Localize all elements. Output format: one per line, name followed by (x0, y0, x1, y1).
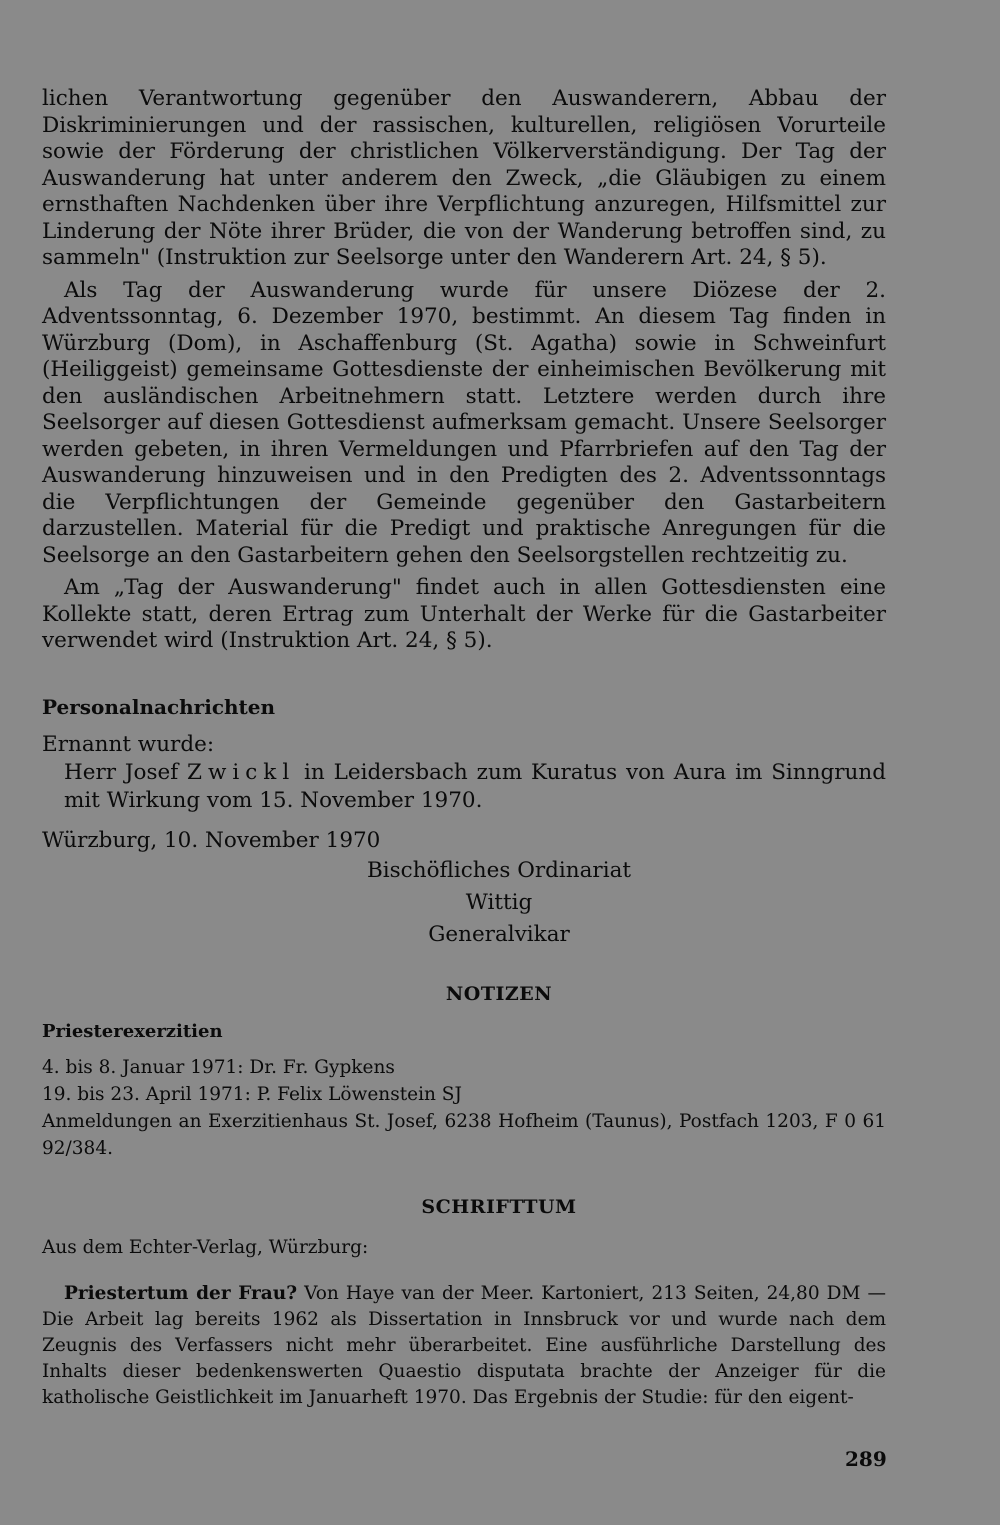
notizen-line-3: Anmeldungen an Exerzitienhaus St. Josef, 6238 Hofheim (Taunus), Postfach 1203, F 0 61 92/384. (42, 1110, 886, 1159)
signature-name: Wittig (465, 889, 533, 915)
signature-title: Generalvikar (428, 921, 570, 947)
page-number: 289 (845, 1447, 887, 1471)
appointed-label: Ernannt wurde: (42, 731, 215, 757)
publisher-line: Aus dem Echter-Verlag, Würzburg: (42, 1236, 369, 1258)
paragraph-1: lichen Verantwortung gegenüber den Auswanderern, Abbau der Diskriminierungen und der rassischen, kulturellen, religiösen Vorurteile sowie der Förderung der christlichen Völkerverständigung. Der Tag der Auswanderung hat unter anderem den Zweck, „die Gläubigen zu einem ernsthaften Nachdenken über ihre Verpflichtung anzuregen, Hilfsmittel zur Linderung der Nöte ihrer Brüder, die von der Wanderung betroffen sind, zu sammeln" (Instruktion zur Seelsorge unter den Wanderern Art. 24, § 5). (42, 86, 886, 270)
book-title: Priestertum der Frau? (64, 1282, 298, 1304)
schrifttum-heading: SCHRIFTTUM (421, 1195, 577, 1218)
place-date: Würzburg, 10. November 1970 (42, 827, 381, 853)
book-review (42, 1281, 886, 1411)
appointment-pre: Herr Josef (64, 759, 188, 785)
appointment-post: in Leidersbach zum Kuratus von Aura im Sinngrund mit Wirkung vom 15. November 1970. (64, 759, 886, 813)
appointment-name: Zwickl (187, 759, 296, 785)
notizen-heading: NOTIZEN (445, 982, 553, 1005)
notizen-subheading: Priesterexerzitien (42, 1020, 223, 1042)
signature-office: Bischöfliches Ordinariat (366, 857, 632, 883)
book-text: Von Haye van der Meer. Kartoniert, 213 Seiten, 24,80 DM — Die Arbeit lag bereits 1962 als Dissertation in Innsbruck vor und wurde nach dem Zeugnis des Verfassers nicht mehr überarbeitet. Eine ausführliche Darstellung des Inhalts dieser bedenkenswerten Quaestio disputata brachte der Anzeiger für die katholische Geistlichkeit im Januarheft 1970. Das Ergebnis der Studie: für den eigent- (42, 1282, 886, 1408)
document-page (42, 86, 886, 1411)
paragraph-3: Am „Tag der Auswanderung" findet auch in allen Gottesdiensten eine Kollekte statt, deren Ertrag zum Unterhalt der Werke für die Gastarbeiter verwendet wird (Instruktion Art. 24, § 5). (42, 575, 886, 653)
notizen-line-2: 19. bis 23. April 1971: P. Felix Löwenstein SJ (42, 1083, 462, 1105)
paragraph-2: Als Tag der Auswanderung wurde für unsere Diözese der 2. Adventssonntag, 6. Dezember 1970, bestimmt. An diesem Tag finden in Würzburg (Dom), in Aschaffenburg (St. Agatha) sowie in Schweinfurt (Heiliggeist) gemeinsame Gottesdienste der einheimischen Bevölkerung mit den ausländischen Arbeitnehmern statt. Letztere werden durch ihre Seelsorger auf diesen Gottesdienst aufmerksam gemacht. Unsere Seelsorger werden gebeten, in ihren Vermeldungen und Pfarrbriefen auf den Tag der Auswanderung hinzuweisen und in den Predigten des 2. Adventssonntags die Verpflichtungen der Gemeinde gegenüber den Gastarbeitern darzustellen. Material für die Predigt und praktische Anregungen für die Seelsorge an den Gastarbeitern gehen den Seelsorgstellen rechtzeitig zu. (42, 277, 886, 568)
notizen-line-1: 4. bis 8. Januar 1971: Dr. Fr. Gypkens (42, 1056, 395, 1078)
personal-heading: Personalnachrichten (42, 694, 276, 719)
appointment-text (42, 759, 886, 815)
